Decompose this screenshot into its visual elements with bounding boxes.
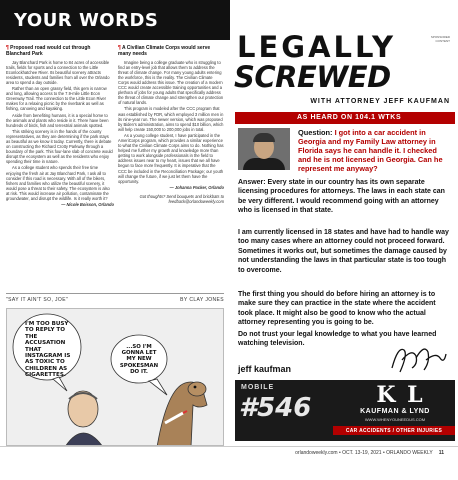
speech-bubble-left: I'M TOO BUSY TO REPLY TO THE ACCUSATION THAT INSTAGRAM IS AS TOXIC TO CHILDREN AS CIGARETTES. <box>25 321 71 379</box>
handwritten-signature-icon <box>388 342 450 376</box>
footer-rule <box>0 446 458 447</box>
ad-tagline: CAR ACCIDENTS / OTHER INJURIES <box>345 427 443 434</box>
letter-signature: — Nicole Boisson, Orlando <box>61 202 114 208</box>
comic-byline: BY CLAY JONES <box>180 297 224 303</box>
letter-paragraph: Imagine being a college graduate who is struggling to find an entry-level job that allows them to address the threat of climate change. For many young adults entering the workforce, this is the reality. The Civilian Climate Corps would address this issue. The creation of a modern CCC would create accessible training opportunities and a plethora of jobs for young adults that specifically address the threat of climate change and strengthen our protection of natural lands. <box>118 59 224 106</box>
section-title: YOUR WORDS <box>14 10 159 31</box>
ad-mobile-number: #546 <box>239 393 312 423</box>
photo-hair <box>253 133 275 142</box>
law-firm-ad[interactable] <box>235 380 455 441</box>
section-banner <box>0 0 230 40</box>
footer-text: orlandoweekly.com • OCT. 13-19, 2021 • ORLANDO WEEKLY <box>295 450 433 456</box>
letter-paragraph: Rather than an open grassy field, this gem is narrow and long, allowing access to the 7.9-mile Little Econ Greenway Trail. The connection to the Little Econ River makes for a relaxing picnic by the riverbank as well as fishing, canoeing and kayaking. <box>6 86 107 112</box>
feedback-email-link[interactable]: feedback@orlandoweekly.com <box>168 199 224 205</box>
comic-title: "SAY IT AIN'T SO, JOE" <box>6 297 69 303</box>
ad-firm-url[interactable]: WWW.WHENYOUNEEDUS.COM <box>364 417 426 422</box>
radio-banner <box>235 112 455 124</box>
answer-paragraph: The first thing you should do before hiring an attorney is to make sure they can practice in the state where the accident took place. It might also be good to know who the actual attorney representing you is going to be. <box>238 291 436 327</box>
logo-screwed: SCREWED <box>234 60 391 94</box>
question-text: I got into a car accident in Georgia and my Family Law attorney in Florida says he can handle it. I checked and he is not licensed in Georgia. Can he represent me anyway? <box>298 128 443 173</box>
ad-firm-logo: K L <box>376 382 425 408</box>
answer-paragraph: I am currently licensed in 18 states and have had to handle way too many cases where an attorney could not proceed forward. Sometimes it works out, but sometimes the damage caused by not understanding the laws in that particular state is too tough to overcome. <box>238 229 449 274</box>
letter-signature: — Johanna Packer, Orlando <box>169 184 224 190</box>
ad-tagline-bar <box>333 426 455 435</box>
comic-header <box>6 297 224 303</box>
letter-paragraph: Aside from benefiting humans, it is a special home to the animals and plants who reside in it. There have been hundreds of birds, fish and terrestrial animals spotted. <box>6 112 109 128</box>
letter-paragraph: As a young college student, I have participated in the AmeriCorps program, which provides a similar experience to what the Civilian Climate Corps aims to do. Nothing has helped me further my growth and knowledge more than getting to work alongside professionals in the field to address issues near to my heart, issues that we all have begun to face more frequently. It is imperative that the CCC be included in the Reconciliation Package; our youth will change the future, if we just let them have the opportunity. <box>118 132 224 184</box>
editorial-cartoon <box>6 308 224 446</box>
right-page <box>232 0 458 480</box>
answer-paragraph: Do not trust your legal knowledge to what you have learned watching television. <box>238 331 437 348</box>
reader-question <box>298 129 450 174</box>
logo-legally: LEGALLY <box>237 30 396 64</box>
question-label: Question: <box>298 128 333 137</box>
column-subtitle: WITH ATTORNEY JEFF KAUFMAN <box>310 98 450 105</box>
pilcrow-icon: ¶ <box>118 45 122 51</box>
photo-suit <box>243 158 285 170</box>
letter-column-2 <box>118 46 224 204</box>
pilcrow-icon: ¶ <box>6 45 11 51</box>
page-number: 11 <box>438 450 444 456</box>
page-footer <box>295 450 444 456</box>
attorney-photo <box>238 128 290 170</box>
letter-paragraph: This striking scenery is in the hands of the county representatives, as they are determining if the park stays as beautiful as we know it today. Currently, there is debate on constructing the Richard Crotty Parkway through a boundary of the park. This four-lane slab of concrete would disrupt the ecosystem as well as the residents who enjoy spending their time in nature. <box>6 128 113 165</box>
ad-firm-name: KAUFMAN & LYND <box>360 408 430 415</box>
letter-paragraph: As a college student who spends their free time enjoying the fresh air at Jay Blanchard Park, I ask all to consider if this road is necessary. With all of the bikers, fishers and families who utilize the beautiful scenery, it would pose a threat to their safety. The ecosystem is also at risk. This would increase air pollution, contaminate the groundwater, and disrupt the wildlife. Is it really worth it? <box>6 165 110 202</box>
sponsored-label: SPONSORED CONTENT <box>430 35 450 43</box>
author-name: jeff kaufman <box>238 364 292 374</box>
feedback-note: Got thoughts? Send bouquets and brickbats to feedback@orlandoweekly.com <box>118 194 224 204</box>
letter-paragraph: This program is modeled after the CCC program that was established by FDR, which employed 3 million men in its nine-year run. The newer version, which was proposed by Biden's administration, aims to spend $10 billion, which will help create 150,000 to 200,000 jobs in total. <box>118 106 224 132</box>
letter-headline: ¶ Proposed road would cut through Blanchard Park <box>6 45 91 57</box>
radio-text: AS HEARD ON 104.1 WTKS <box>297 114 402 121</box>
letter-headline: ¶ A Civilian Climate Corps would serve many needs <box>118 45 211 57</box>
divider <box>6 293 224 294</box>
ad-mobile-label: MOBILE <box>241 384 275 391</box>
letter-column-1 <box>6 46 114 207</box>
answer-paragraph: Answer: Every state in our country has its own separate licensing procedures for attorneys. The laws in each state can be very different. I would recommend going with an attorney who is licensed in that state. <box>238 179 445 215</box>
letter-paragraph: Jay Blanchard Park is home to 84 acres of accessible trails, fields for sports and a connection to the Little Econlockhatchee River. Its beautiful scenery attracts residents, students and families from all over the Orlando area to spend a day outside. <box>6 59 110 85</box>
speech-bubble-right: ...SO I'M GONNA LET MY NEW SPOKESMAN DO IT. <box>119 344 159 375</box>
